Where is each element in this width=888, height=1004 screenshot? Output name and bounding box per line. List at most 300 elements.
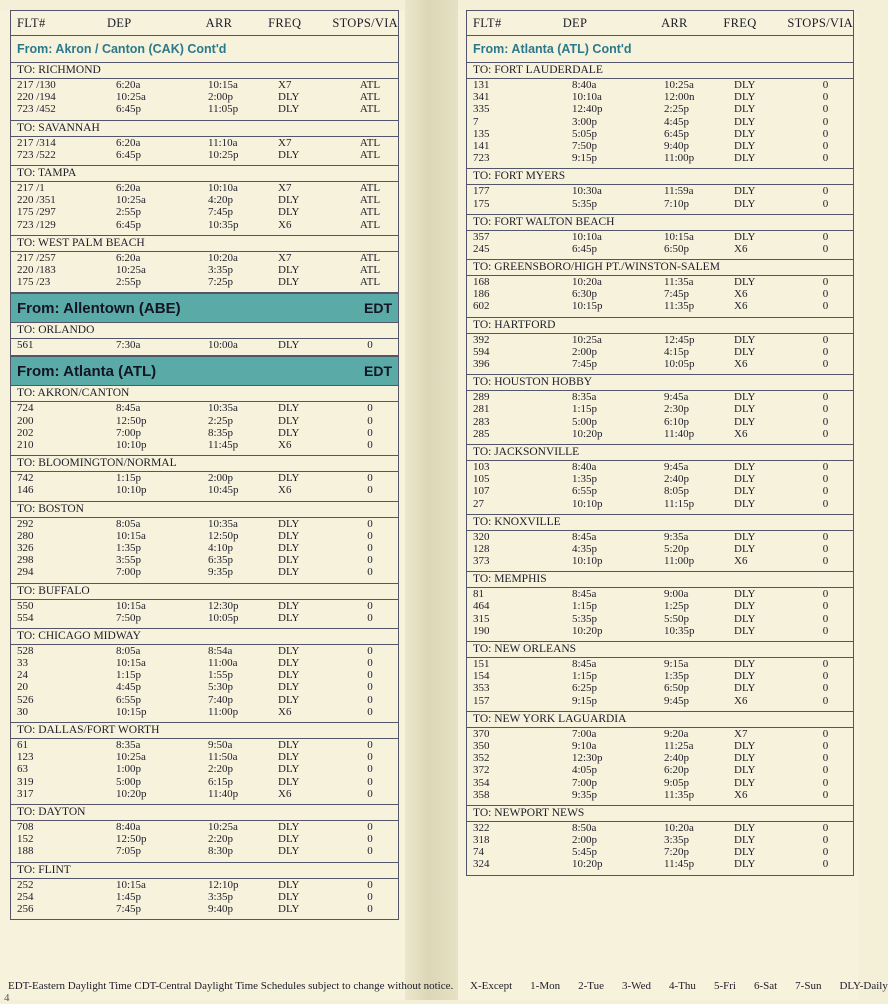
stops-via: ATL xyxy=(359,251,381,264)
departure-time: 7:50p xyxy=(572,139,598,152)
departure-time: 1:15p xyxy=(572,600,598,613)
departure-time: 10:15a xyxy=(116,599,146,612)
flight-number: 357 xyxy=(473,230,490,243)
stops-via: 0 xyxy=(367,541,373,554)
col-freq: FREQ xyxy=(268,15,302,30)
flight-row xyxy=(467,834,853,846)
departure-time: 10:25a xyxy=(116,194,146,207)
frequency: DLY xyxy=(278,91,300,104)
arrival-time: 9:45a xyxy=(664,460,689,473)
stops-via: 0 xyxy=(822,658,829,670)
destination-title: TO: NEW ORLEANS xyxy=(467,642,853,658)
departure-time: 10:10a xyxy=(572,91,602,104)
frequency: DLY xyxy=(278,402,300,415)
flight-row xyxy=(467,764,853,776)
flight-row xyxy=(11,788,398,800)
frequency: DLY xyxy=(278,763,300,776)
departure-time: 1:15p xyxy=(572,403,598,416)
arrival-time: 10:25a xyxy=(664,79,694,91)
flight-row xyxy=(467,185,853,197)
flight-number: 7 xyxy=(473,115,479,128)
departure-time: 7:30a xyxy=(116,339,141,352)
departure-time: 6:45p xyxy=(116,148,142,161)
stops-via: 0 xyxy=(822,127,829,140)
arrival-time: 11:05p xyxy=(208,103,239,116)
stops-via: 0 xyxy=(822,764,829,777)
arrival-time: 11:35p xyxy=(664,788,695,801)
frequency: X7 xyxy=(734,727,748,740)
flight-number: 723 xyxy=(473,152,490,165)
frequency: X6 xyxy=(278,705,292,718)
left-page xyxy=(0,10,454,1004)
stops-via: 0 xyxy=(822,427,829,440)
departure-time: 6:45p xyxy=(116,218,142,231)
departure-time: 4:35p xyxy=(572,542,598,555)
stops-via: 0 xyxy=(822,391,829,404)
arrival-time: 10:45p xyxy=(208,484,239,497)
stops-via: 0 xyxy=(822,358,829,370)
origin-continued-heading: From: Akron / Canton (CAK) Cont'd xyxy=(11,36,398,63)
flight-row xyxy=(467,777,853,789)
arrival-time: 11:40p xyxy=(664,427,695,440)
frequency: DLY xyxy=(278,751,300,764)
col-flt: FLT# xyxy=(17,15,46,30)
arrival-time: 3:35p xyxy=(208,890,234,903)
flight-number: 322 xyxy=(473,821,490,834)
stops-via: 0 xyxy=(367,693,373,706)
departure-time: 8:40a xyxy=(572,460,597,473)
arrival-time: 2:20p xyxy=(208,833,234,846)
frequency: DLY xyxy=(734,79,756,91)
akron-destinations xyxy=(11,63,398,293)
flight-number: 594 xyxy=(473,345,490,358)
legend-item: 2-Tue xyxy=(578,980,604,992)
legend-item: 3-Wed xyxy=(622,980,652,992)
destination-block xyxy=(467,642,853,712)
flight-number: 135 xyxy=(473,127,490,140)
stops-via: 0 xyxy=(822,242,829,255)
flight-number: 341 xyxy=(473,91,490,104)
allentown-destinations xyxy=(11,323,398,356)
stops-via: ATL xyxy=(359,206,381,219)
stops-via: 0 xyxy=(822,152,829,165)
departure-time: 8:35a xyxy=(572,391,597,404)
flight-number: 141 xyxy=(473,139,490,152)
destination-block xyxy=(467,215,853,260)
arrival-time: 5:30p xyxy=(208,681,234,694)
stops-via: 0 xyxy=(367,763,373,776)
frequency: DLY xyxy=(278,657,300,670)
departure-time: 10:15p xyxy=(116,705,147,718)
stops-via: 0 xyxy=(822,821,829,834)
flight-row xyxy=(467,789,853,801)
destination-title: TO: WEST PALM BEACH xyxy=(11,236,398,252)
flight-row xyxy=(467,91,853,103)
flight-number: 554 xyxy=(17,611,34,624)
flight-row xyxy=(467,103,853,115)
flight-row xyxy=(11,79,398,91)
flight-row xyxy=(11,276,398,288)
frequency: DLY xyxy=(734,230,756,243)
flight-row xyxy=(467,658,853,670)
arrival-time: 12:00n xyxy=(664,91,695,104)
flight-number: 24 xyxy=(17,669,28,682)
frequency: DLY xyxy=(734,91,756,104)
destination-block xyxy=(11,456,398,501)
flight-row xyxy=(11,821,398,833)
flight-number: 168 xyxy=(473,276,490,289)
flight-row xyxy=(11,739,398,751)
flight-number: 175 xyxy=(473,197,490,210)
departure-time: 10:15a xyxy=(116,529,146,542)
flight-row xyxy=(11,542,398,554)
destination-title: TO: BOSTON xyxy=(11,502,398,518)
arrival-time: 2:25p xyxy=(208,414,234,427)
flight-row xyxy=(11,149,398,161)
flight-row xyxy=(11,252,398,264)
flight-row xyxy=(11,833,398,845)
departure-time: 7:00a xyxy=(572,727,597,740)
flight-row xyxy=(467,198,853,210)
arrival-time: 11:45p xyxy=(208,439,239,451)
flight-row xyxy=(11,530,398,542)
stops-via: 0 xyxy=(822,834,829,847)
flight-row xyxy=(467,613,853,625)
flight-row xyxy=(11,669,398,681)
destination-block xyxy=(467,445,853,515)
departure-time: 5:35p xyxy=(572,197,598,210)
stops-via: 0 xyxy=(822,197,829,210)
stops-via: 0 xyxy=(367,787,373,800)
frequency: DLY xyxy=(734,542,756,555)
arrival-time: 1:25p xyxy=(664,600,690,613)
arrival-time: 9:35p xyxy=(208,566,234,579)
flight-row xyxy=(467,555,853,567)
departure-time: 5:00p xyxy=(572,415,598,428)
flight-row xyxy=(467,428,853,440)
stops-via: 0 xyxy=(822,739,829,752)
col-arr: ARR xyxy=(661,15,688,30)
frequency: DLY xyxy=(734,846,756,859)
flight-number: 294 xyxy=(17,566,34,579)
legend-item: X-Except xyxy=(470,980,513,992)
stops-via: ATL xyxy=(359,148,381,161)
flight-row xyxy=(11,612,398,624)
stops-via: 0 xyxy=(822,752,829,765)
arrival-time: 9:35a xyxy=(664,530,689,543)
stops-via: 0 xyxy=(367,890,373,903)
flight-row xyxy=(11,182,398,194)
departure-time: 9:15p xyxy=(572,152,598,165)
origin-continued-heading: From: Atlanta (ATL) Cont'd xyxy=(467,36,853,63)
flight-number: 392 xyxy=(473,333,490,346)
flight-row xyxy=(467,346,853,358)
col-freq: FREQ xyxy=(723,15,757,30)
frequency: DLY xyxy=(278,669,300,682)
frequency: DLY xyxy=(734,333,756,346)
departure-time: 7:00p xyxy=(572,776,598,789)
arrival-time: 2:25p xyxy=(664,103,690,116)
flight-row xyxy=(467,403,853,415)
arrival-time: 8:35p xyxy=(208,426,234,439)
col-stops: STOPS/VIA xyxy=(787,15,853,30)
arrival-time: 10:35a xyxy=(208,517,238,530)
flight-row xyxy=(467,728,853,740)
arrival-time: 7:10p xyxy=(664,197,690,210)
stops-via: 0 xyxy=(822,588,829,601)
arrival-time: 9:40p xyxy=(208,902,234,915)
frequency: X6 xyxy=(734,788,748,801)
stops-via: 0 xyxy=(822,91,829,104)
time-zone-footnote: EDT-Eastern Daylight Time CDT-Central Daylight Time Schedules subject to change without notice. xyxy=(8,980,454,992)
destination-title: TO: RICHMOND xyxy=(11,63,398,79)
arrival-time: 9:15a xyxy=(664,658,689,670)
departure-time: 2:55p xyxy=(116,276,142,289)
flight-number: 245 xyxy=(473,242,490,255)
flight-row xyxy=(11,484,398,496)
destination-block xyxy=(11,863,398,921)
destination-block xyxy=(467,712,853,806)
stops-via: 0 xyxy=(822,403,829,416)
destination-block xyxy=(11,63,398,121)
departure-time: 2:00p xyxy=(572,345,598,358)
arrival-time: 8:05p xyxy=(664,485,690,498)
departure-time: 4:45p xyxy=(116,681,142,694)
departure-time: 12:30p xyxy=(572,752,603,765)
frequency: DLY xyxy=(278,529,300,542)
flight-number: 217 /130 xyxy=(17,79,56,91)
arrival-time: 2:00p xyxy=(208,472,234,485)
flight-number: 146 xyxy=(17,484,34,497)
flight-number: 352 xyxy=(473,752,490,765)
frequency: DLY xyxy=(278,902,300,915)
stops-via: 0 xyxy=(822,497,829,510)
flight-row xyxy=(11,219,398,231)
stops-via: ATL xyxy=(359,194,381,207)
frequency: DLY xyxy=(278,103,300,116)
stops-via: 0 xyxy=(367,339,373,352)
legend-item: 4-Thu xyxy=(669,980,696,992)
flight-number: 220 /194 xyxy=(17,91,56,104)
column-header xyxy=(11,10,398,36)
frequency: DLY xyxy=(734,764,756,777)
stops-via: 0 xyxy=(822,682,829,695)
destination-title: TO: MEMPHIS xyxy=(467,572,853,588)
flight-number: 131 xyxy=(473,79,490,91)
frequency: DLY xyxy=(734,473,756,486)
flight-number: 123 xyxy=(17,751,34,764)
frequency: DLY xyxy=(734,485,756,498)
departure-time: 1:45p xyxy=(116,890,142,903)
arrival-time: 10:25a xyxy=(208,820,238,833)
destination-title: TO: JACKSONVILLE xyxy=(467,445,853,461)
frequency: DLY xyxy=(734,276,756,289)
flight-row xyxy=(11,339,398,351)
destination-title: TO: BLOOMINGTON/NORMAL xyxy=(11,456,398,472)
frequency: DLY xyxy=(734,600,756,613)
flight-number: 27 xyxy=(473,497,484,510)
departure-time: 10:10p xyxy=(572,497,603,510)
destination-block xyxy=(11,502,398,584)
departure-time: 6:25p xyxy=(572,682,598,695)
arrival-time: 2:30p xyxy=(664,403,690,416)
flight-row xyxy=(467,140,853,152)
departure-time: 3:00p xyxy=(572,115,598,128)
flight-number: 81 xyxy=(473,588,484,601)
frequency: DLY xyxy=(278,426,300,439)
flight-row xyxy=(11,681,398,693)
arrival-time: 7:45p xyxy=(664,288,690,301)
destination-title: TO: ORLANDO xyxy=(11,323,398,339)
destination-title: TO: SAVANNAH xyxy=(11,121,398,137)
frequency: X6 xyxy=(734,242,748,255)
flight-row xyxy=(11,657,398,669)
arrival-time: 4:10p xyxy=(208,541,234,554)
flight-row xyxy=(467,358,853,370)
flight-number: 200 xyxy=(17,414,34,427)
destination-title: TO: FORT LAUDERDALE xyxy=(467,63,853,79)
frequency: DLY xyxy=(278,339,300,352)
stops-via: ATL xyxy=(359,103,381,116)
flight-row xyxy=(467,391,853,403)
flight-row xyxy=(11,694,398,706)
stops-via: ATL xyxy=(359,276,381,289)
flight-row xyxy=(467,79,853,91)
destination-title: TO: TAMPA xyxy=(11,166,398,182)
flight-number: 742 xyxy=(17,472,34,485)
destination-title: TO: DAYTON xyxy=(11,805,398,821)
flight-row xyxy=(11,518,398,530)
flight-row xyxy=(467,858,853,870)
arrival-time: 10:10a xyxy=(208,181,238,194)
flight-row xyxy=(11,706,398,718)
arrival-time: 7:45p xyxy=(208,206,234,219)
destination-title: TO: NEWPORT NEWS xyxy=(467,806,853,822)
stops-via: 0 xyxy=(367,820,373,833)
legend-item: 5-Fri xyxy=(713,980,736,992)
flight-row xyxy=(11,776,398,788)
flight-number: 292 xyxy=(17,517,34,530)
flight-row xyxy=(11,903,398,915)
flight-number: 217 /314 xyxy=(17,136,56,149)
flight-row xyxy=(467,682,853,694)
flight-number: 723 /452 xyxy=(17,103,56,116)
destination-title: TO: NEW YORK LAGUARDIA xyxy=(467,712,853,728)
arrival-time: 6:15p xyxy=(208,775,234,788)
flight-number: 464 xyxy=(473,600,490,613)
departure-time: 8:50a xyxy=(572,821,597,834)
arrival-time: 10:20a xyxy=(664,821,694,834)
flight-number: 177 xyxy=(473,185,490,198)
stops-via: 0 xyxy=(367,529,373,542)
flight-row xyxy=(467,473,853,485)
arrival-time: 11:15p xyxy=(664,497,695,510)
frequency: DLY xyxy=(734,752,756,765)
stops-via: 0 xyxy=(822,103,829,116)
stops-via: ATL xyxy=(359,79,381,91)
arrival-time: 1:35p xyxy=(664,670,690,683)
flight-number: 107 xyxy=(473,485,490,498)
flight-number: 190 xyxy=(473,624,490,637)
departure-time: 12:50p xyxy=(116,833,147,846)
stops-via: 0 xyxy=(822,542,829,555)
flight-number: 217 /257 xyxy=(17,251,56,264)
departure-time: 10:20a xyxy=(572,276,602,289)
departure-time: 5:00p xyxy=(116,775,142,788)
departure-time: 10:20p xyxy=(572,624,603,637)
destination-block xyxy=(467,806,853,876)
stops-via: 0 xyxy=(822,300,829,313)
stops-via: ATL xyxy=(359,218,381,231)
destination-title: TO: FLINT xyxy=(11,863,398,879)
arrival-time: 12:30p xyxy=(208,599,239,612)
arrival-time: 10:15a xyxy=(208,79,238,91)
stops-via: 0 xyxy=(822,727,829,740)
departure-time: 10:25a xyxy=(116,91,146,104)
departure-time: 10:10a xyxy=(572,230,602,243)
arrival-time: 5:20p xyxy=(664,542,690,555)
stops-via: 0 xyxy=(367,775,373,788)
frequency: DLY xyxy=(278,263,300,276)
flight-number: 30 xyxy=(17,705,28,718)
origin-name: From: Atlanta (ATL) xyxy=(17,362,157,380)
flight-number: 281 xyxy=(473,403,490,416)
arrival-time: 11:00p xyxy=(664,152,695,165)
flight-number: 372 xyxy=(473,764,490,777)
departure-time: 1:15p xyxy=(572,670,598,683)
departure-time: 1:35p xyxy=(116,541,142,554)
arrival-time: 10:35a xyxy=(208,402,238,415)
atlanta-destinations xyxy=(11,386,398,920)
column-header xyxy=(467,10,853,36)
departure-time: 7:45p xyxy=(572,358,598,370)
stops-via: 0 xyxy=(822,612,829,625)
frequency: DLY xyxy=(734,127,756,140)
flight-row xyxy=(11,472,398,484)
left-schedule-frame xyxy=(10,10,399,920)
frequency: DLY xyxy=(734,497,756,510)
flight-row xyxy=(11,439,398,451)
arrival-time: 2:40p xyxy=(664,473,690,486)
frequency: DLY xyxy=(734,345,756,358)
stops-via: 0 xyxy=(822,230,829,243)
departure-time: 1:35p xyxy=(572,473,598,486)
atlanta-destinations-contd xyxy=(467,63,853,876)
destination-block xyxy=(467,515,853,573)
arrival-time: 9:45a xyxy=(664,391,689,404)
flight-row xyxy=(11,600,398,612)
flight-number: 326 xyxy=(17,541,34,554)
flight-row xyxy=(11,427,398,439)
arrival-time: 9:05p xyxy=(664,776,690,789)
destination-block xyxy=(11,166,398,236)
arrival-time: 3:35p xyxy=(664,834,690,847)
frequency: DLY xyxy=(734,185,756,198)
stops-via: 0 xyxy=(367,845,373,858)
departure-time: 9:10a xyxy=(572,739,597,752)
destination-title: TO: CHICAGO MIDWAY xyxy=(11,629,398,645)
flight-number: 63 xyxy=(17,763,28,776)
flight-number: 319 xyxy=(17,775,34,788)
flight-row xyxy=(11,763,398,775)
arrival-time: 10:05p xyxy=(208,611,239,624)
stops-via: 0 xyxy=(822,139,829,152)
frequency: DLY xyxy=(278,890,300,903)
flight-number: 105 xyxy=(473,473,490,486)
flight-number: 373 xyxy=(473,555,490,568)
flight-row xyxy=(467,231,853,243)
col-dep: DEP xyxy=(106,15,132,30)
